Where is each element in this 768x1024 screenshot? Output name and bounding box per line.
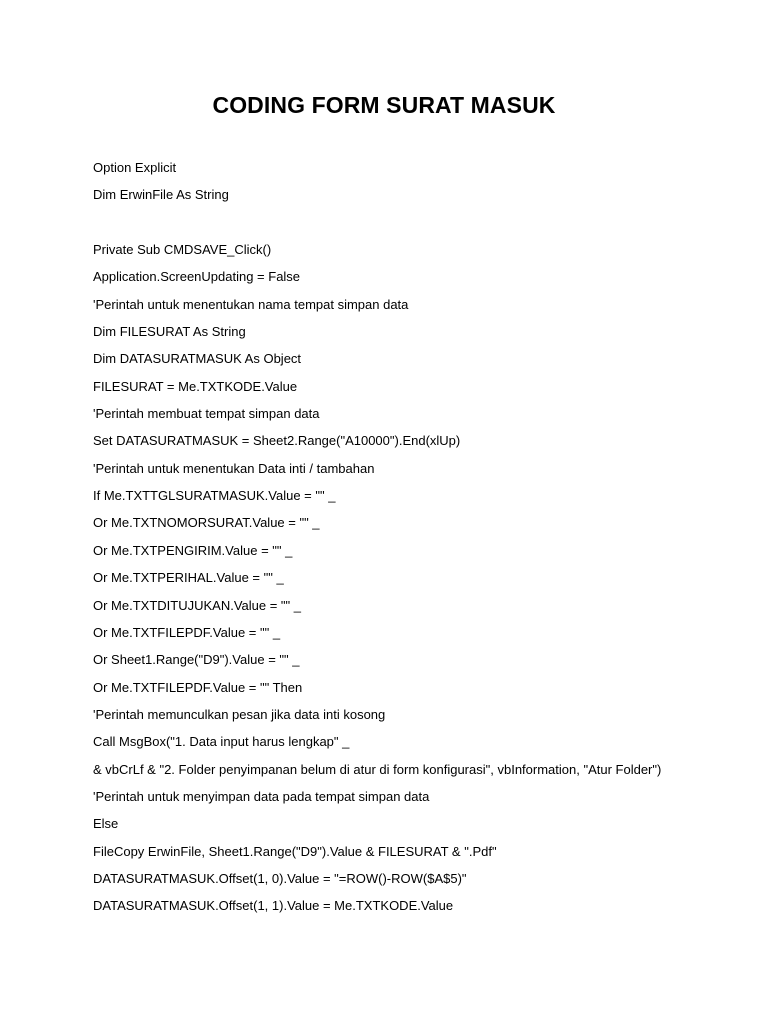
code-listing bbox=[93, 158, 753, 924]
code-line: Call MsgBox("1. Data input harus lengkap" _ bbox=[93, 734, 350, 750]
code-line: 'Perintah memunculkan pesan jika data inti kosong bbox=[93, 706, 386, 722]
code-line: Else bbox=[93, 816, 119, 832]
code-line: 'Perintah untuk menentukan nama tempat simpan data bbox=[93, 296, 409, 312]
code-line: Option Explicit bbox=[93, 160, 177, 175]
code-line: Dim DATASURATMASUK As Object bbox=[93, 351, 302, 367]
code-line: Or Me.TXTFILEPDF.Value = "" _ bbox=[93, 624, 281, 640]
code-line: 'Perintah membuat tempat simpan data bbox=[93, 406, 320, 422]
code-line: Private Sub CMDSAVE_Click() bbox=[93, 242, 272, 258]
code-line: Or Sheet1.Range("D9").Value = "" _ bbox=[93, 652, 300, 668]
code-line: If Me.TXTTGLSURATMASUK.Value = "" _ bbox=[93, 488, 336, 504]
code-line: Or Me.TXTNOMORSURAT.Value = "" _ bbox=[93, 515, 320, 531]
code-line: Or Me.TXTFILEPDF.Value = "" Then bbox=[93, 679, 303, 695]
code-line: Or Me.TXTPERIHAL.Value = "" _ bbox=[93, 570, 284, 586]
code-line: Or Me.TXTPENGIRIM.Value = "" _ bbox=[93, 542, 293, 558]
code-line: 'Perintah untuk menentukan Data inti / tambahan bbox=[93, 460, 375, 476]
code-line: Application.ScreenUpdating = False bbox=[93, 269, 301, 285]
code-line: DATASURATMASUK.Offset(1, 0).Value = "=ROW()-ROW($A$5)" bbox=[93, 870, 467, 886]
code-line: FileCopy ErwinFile, Sheet1.Range("D9").Value & FILESURAT & ".Pdf" bbox=[93, 843, 497, 859]
code-line: & vbCrLf & "2. Folder penyimpanan belum di atur di form konfigurasi", vbInformation, "Atur Folder") bbox=[93, 761, 662, 777]
document-title: CODING FORM SURAT MASUK bbox=[212, 92, 556, 118]
code-line: Dim FILESURAT As String bbox=[93, 324, 246, 340]
code-line: Or Me.TXTDITUJUKAN.Value = "" _ bbox=[93, 597, 302, 613]
code-line: FILESURAT = Me.TXTKODE.Value bbox=[93, 378, 298, 394]
code-line: 'Perintah untuk menyimpan data pada tempat simpan data bbox=[93, 788, 430, 804]
code-line: Set DATASURATMASUK = Sheet2.Range("A10000").End(xlUp) bbox=[93, 433, 461, 449]
code-line bbox=[93, 213, 753, 240]
code-line: DATASURATMASUK.Offset(1, 1).Value = Me.TXTKODE.Value bbox=[93, 898, 454, 914]
code-line: Dim ErwinFile As String bbox=[93, 187, 229, 203]
